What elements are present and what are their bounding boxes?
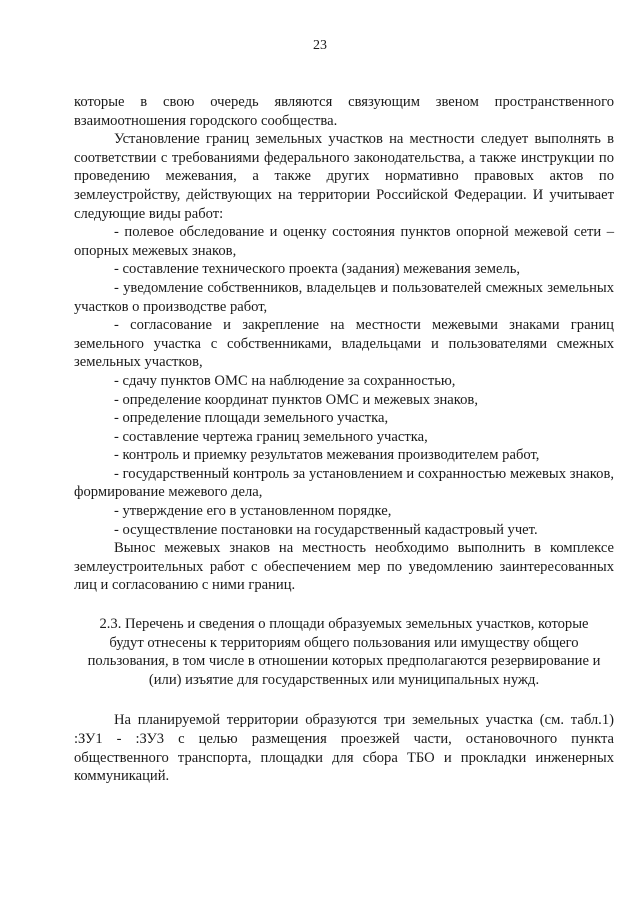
- page-number: 23: [313, 38, 327, 53]
- paragraph-boundaries: Установление границ земельных участков на местности следует выполнять в соответствии с требованиями федерального законодательства, а также инструкции по проведению межевания, а также других нормативно правовых актов по землеустройству, действующих на территории Российской Федерации. И учитывает следующие виды работ:: [74, 131, 614, 222]
- list-item: - сдачу пунктов ОМС на наблюдение за сохранностью,: [114, 372, 456, 389]
- list-item: - составление технического проекта (задания) межевания земель,: [114, 261, 521, 278]
- list-item: - согласование и закрепление на местности межевыми знаками границ земельного участка с собственниками, владельцами и пользователями смежных земельных участков,: [74, 317, 614, 371]
- list-item: - государственный контроль за установлением и сохранностью межевых знаков, формирование межевого дела,: [74, 465, 614, 501]
- list-item: - полевое обследование и оценку состояния пунктов опорной межевой сети – опорных межевых знаков,: [74, 224, 614, 259]
- list-item: - уведомление собственников, владельцев и пользователей смежных земельных участков о производстве работ,: [74, 279, 614, 315]
- list-item: - составление чертежа границ земельного участка,: [114, 428, 428, 445]
- list-item: - осуществление постановки на государственный кадастровый учет.: [114, 521, 538, 538]
- list-item: - определение площади земельного участка,: [114, 410, 389, 427]
- document-body: [74, 93, 614, 786]
- list-item: - контроль и приемку результатов межевания производителем работ,: [114, 447, 540, 464]
- paragraph-survey-marks: Вынос межевых знаков на местность необходимо выполнить в комплексе землеустроительных работ с обеспечением мер по уведомлению заинтересованных лиц и согласованию с ними границ.: [74, 540, 614, 594]
- section-heading: 2.3. Перечень и сведения о площади образуемых земельных участков, которые будут отнесены к территориям общего пользования или имуществу общего пользования, в том числе в отношении которых предполагаются резервирование и (или) изъятие для государственных или муниципальных нужд.: [87, 616, 601, 688]
- list-item: - утверждение его в установленном порядке,: [114, 503, 392, 520]
- paragraph-continuation: которые в свою очередь являются связующим звеном пространственного взаимоотношения городского сообщества.: [74, 94, 614, 129]
- list-item: - определение координат пунктов ОМС и межевых знаков,: [114, 391, 478, 408]
- paragraph-land-plots: На планируемой территории образуются три земельных участка (см. табл.1) :ЗУ1 - :ЗУ3 с целью размещения проезжей части, остановочного пункта общественного транспорта, площадки для сбора ТБО и прокладки инженерных коммуникаций.: [74, 712, 614, 785]
